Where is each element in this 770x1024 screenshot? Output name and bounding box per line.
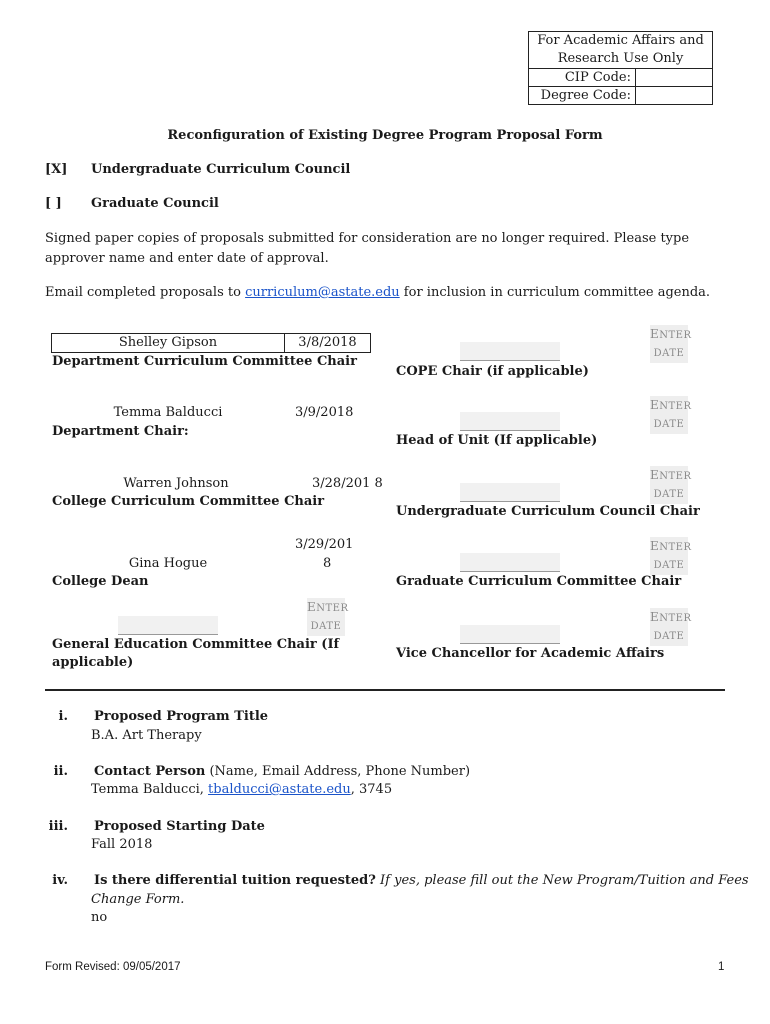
section-number: i. xyxy=(58,709,68,724)
ucc-label: Undergraduate Curriculum Council xyxy=(91,162,351,177)
section-number: iv. xyxy=(52,873,68,888)
signer-name-gen-ed[interactable] xyxy=(118,616,218,635)
section-heading-start-date: Proposed Starting Date xyxy=(94,819,265,834)
signer-name-ucc-chair[interactable] xyxy=(460,483,560,502)
signer-name-cope[interactable] xyxy=(460,342,560,361)
signer-date-college-dean-1[interactable]: 3/29/201 xyxy=(295,537,354,552)
section-number: ii. xyxy=(53,764,68,779)
signer-name-head-of-unit[interactable] xyxy=(460,412,560,431)
page-number: 1 xyxy=(718,961,725,973)
role-dept-chair: Department Chair: xyxy=(52,424,189,439)
degree-code-field[interactable] xyxy=(636,87,713,105)
answer-program-title[interactable]: B.A. Art Therapy xyxy=(91,728,202,743)
role-head-of-unit: Head of Unit (If applicable) xyxy=(396,433,598,448)
signer-name: Shelley Gipson xyxy=(118,335,218,350)
signer-date-college-curriculum[interactable]: 3/28/201 8 xyxy=(312,476,383,491)
gc-checkbox[interactable]: [ ] xyxy=(45,196,62,211)
signer-name-college-dean[interactable]: Gina Hogue xyxy=(128,556,208,571)
office-use-box xyxy=(528,31,713,105)
form-title: Reconfiguration of Existing Degree Program Proposal Form xyxy=(167,128,603,143)
section-divider xyxy=(45,689,725,691)
curriculum-email-link[interactable]: curriculum@astate.edu xyxy=(245,285,400,300)
role-college-curriculum-chair: College Curriculum Committee Chair xyxy=(52,494,325,509)
form-revised-date: Form Revised: 09/05/2017 xyxy=(45,961,181,973)
enter-date-field[interactable]: ENTER DATE xyxy=(650,537,688,575)
enter-date-field[interactable]: ENTER DATE xyxy=(650,325,688,363)
ucc-checkbox[interactable]: [X] xyxy=(45,162,68,177)
signer-name-vc-academic[interactable] xyxy=(460,625,560,644)
section-number: iii. xyxy=(48,819,68,834)
role-dept-curriculum-chair: Department Curriculum Committee Chair xyxy=(52,354,357,369)
answer-start-date[interactable]: Fall 2018 xyxy=(91,837,153,852)
enter-date-field[interactable]: ENTER DATE xyxy=(650,608,688,646)
email-instruction: Email completed proposals to curriculum@astate.edu for inclusion in curriculum committee agenda. xyxy=(45,285,711,300)
contact-email-link[interactable]: tbalducci@astate.edu xyxy=(208,782,351,797)
answer-tuition[interactable]: no xyxy=(91,910,108,925)
role-gen-ed-chair-line1: General Education Committee Chair (If xyxy=(52,637,340,652)
enter-date-field[interactable]: ENTER DATE xyxy=(307,598,345,636)
enter-date-field[interactable]: ENTER DATE xyxy=(650,396,688,434)
cip-code-label: CIP Code: xyxy=(529,69,636,87)
role-college-dean: College Dean xyxy=(52,574,149,589)
degree-code-label: Degree Code: xyxy=(529,87,636,105)
gc-label: Graduate Council xyxy=(91,196,219,211)
signer-date: 3/8/2018 xyxy=(298,335,357,350)
instructions-line1: Signed paper copies of proposals submitted for consideration are no longer required. Please type xyxy=(45,231,690,246)
cip-code-field[interactable] xyxy=(636,69,713,87)
signer-name-gcc-chair[interactable] xyxy=(460,553,560,572)
office-use-title: For Academic Affairs and Research Use Only xyxy=(529,32,713,69)
section-heading-program-title: Proposed Program Title xyxy=(94,709,269,724)
role-cope-chair: COPE Chair (if applicable) xyxy=(396,364,589,379)
section-heading-tuition: Is there differential tuition requested? If yes, please fill out the New Program/Tuition and Fees xyxy=(94,873,749,888)
signer-date-dept-chair[interactable]: 3/9/2018 xyxy=(295,405,354,420)
answer-contact: Temma Balducci, tbalducci@astate.edu, 3745 xyxy=(91,782,393,797)
role-ucc-chair: Undergraduate Curriculum Council Chair xyxy=(396,504,700,519)
role-gcc-chair: Graduate Curriculum Committee Chair xyxy=(396,574,682,589)
enter-date-field[interactable]: ENTER DATE xyxy=(650,466,688,504)
signer-name-dept-chair[interactable]: Temma Balducci xyxy=(113,405,223,420)
role-vc-academic-affairs: Vice Chancellor for Academic Affairs xyxy=(396,646,665,661)
tuition-note-line2: Change Form. xyxy=(91,892,185,907)
signature-box-dept-curriculum[interactable] xyxy=(51,333,371,353)
signer-name-college-curriculum[interactable]: Warren Johnson xyxy=(123,476,229,491)
signer-date-college-dean-2: 8 xyxy=(323,556,332,571)
instructions-line2: approver name and enter date of approval. xyxy=(45,251,329,266)
section-heading-contact: Contact Person (Name, Email Address, Phone Number) xyxy=(94,764,471,779)
role-gen-ed-chair-line2: applicable) xyxy=(52,655,134,670)
